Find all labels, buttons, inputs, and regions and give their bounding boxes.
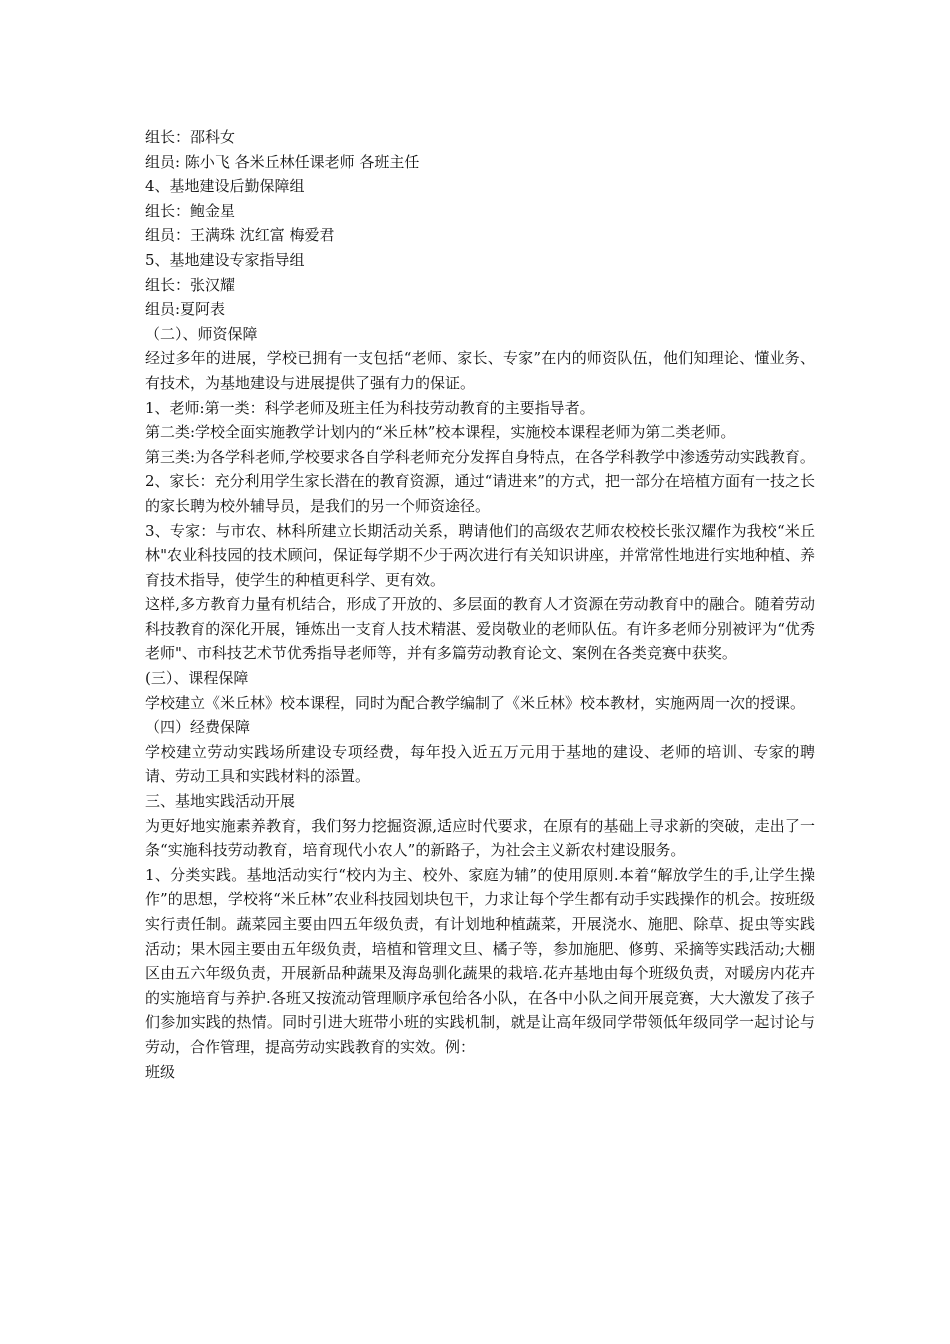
paragraph: 组员: 陈小飞 各米丘林任课老师 各班主任 <box>145 152 420 171</box>
paragraph: 组长：鲍金星 <box>145 201 236 220</box>
paragraph: 1、分类实践。基地活动实行“校内为主、校外、家庭为辅”的使用原则.本着“解放学生的手,让学生操作”的思想，学校将“米丘林”农业科技园划块包干，力求让每个学生都有动手实践操作的机会。按班级实行责任制。蔬菜园主要由四五年级负责，有计划地种植蔬菜，开展浇水、施肥、除草、捉虫等实践活动；果木园主要由五年级负责，培植和管理文旦、橘子等，参加施肥、修剪、采摘等实践活动;大棚区由五六年级负责，开展新品种蔬果及海岛驯化蔬果的栽培.花卉基地由每个班级负责，对暖房内花卉的实施培育与养护.各班又按流动管理顺序承包给各小队，在各中小队之间开展竞赛，大大激发了孩子们参加实践的热情。同时引进大班带小班的实践机制，就是让高年级同学带领低年级同学一起讨论与劳动，合作管理，提高劳动实践教育的实效。例： <box>145 865 815 1056</box>
paragraph: 为更好地实施素养教育，我们努力挖掘资源,适应时代要求，在原有的基础上寻求新的突破，走出了一条“实施科技劳动教育，培育现代小农人”的新路子，为社会主义新农村建设服务。 <box>145 816 815 860</box>
paragraph: 组长：邵科女 <box>145 128 236 146</box>
section-heading: 4、基地建设后勤保障组 <box>145 177 305 196</box>
paragraph: 学校建立劳动实践场所建设专项经费，每年投入近五万元用于基地的建设、老师的培训、专家的聘请、劳动工具和实践材料的添置。 <box>145 742 815 786</box>
paragraph: 第三类:为各学科老师,学校要求各自学科老师充分发挥自身特点，在各学科教学中渗透劳动实践教育。 <box>145 447 815 466</box>
section-heading: （四）经费保障 <box>145 718 251 737</box>
paragraph: 学校建立《米丘林》校本课程，同时为配合教学编制了《米丘林》校本教材，实施两周一次的授课。 <box>145 693 806 712</box>
paragraph: 这样,多方教育力量有机结合，形成了开放的、多层面的教育人才资源在劳动教育中的融合。随着劳动科技教育的深化开展，锤炼出一支育人技术精湛、爱岗敬业的老师队伍。有许多老师分别被评为“优秀老师"、市科技艺术节优秀指导老师等，并有多篇劳动教育论文、案例在各类竞赛中获奖。 <box>145 595 815 663</box>
paragraph: 经过多年的进展，学校已拥有一支包括“老师、家长、专家”在内的师资队伍，他们知理论、懂业务、有技术，为基地建设与进展提供了强有力的保证。 <box>145 349 815 392</box>
paragraph: 组员:夏阿表 <box>145 300 226 319</box>
section-heading: 5、基地建设专家指导组 <box>145 250 305 269</box>
section-heading: (三）、课程保障 <box>145 669 249 688</box>
paragraph: 3、专家：与市农、林科所建立长期活动关系，聘请他们的高级农艺师农校校长张汉耀作为我校“米丘林"农业科技园的技术顾问，保证每学期不少于两次进行有关知识讲座，并常常性地进行实地种植、养育技术指导，使学生的种植更科学、更有效。 <box>145 521 815 589</box>
document-body <box>145 125 815 1084</box>
paragraph: 组长：张汉耀 <box>145 275 236 294</box>
section-heading: 三、基地实践活动开展 <box>145 792 296 811</box>
section-heading: （二）、师资保障 <box>145 324 258 343</box>
paragraph: 组员：王满珠 沈红富 梅爱君 <box>145 226 335 245</box>
paragraph: 2、家长：充分利用学生家长潜在的教育资源，通过“请进来”的方式，把一部分在培植方面有一技之长的家长聘为校外辅导员，是我们的另一个师资途径。 <box>145 472 815 515</box>
paragraph: 班级 <box>145 1062 176 1081</box>
paragraph: 第二类:学校全面实施教学计划内的“米丘林”校本课程，实施校本课程老师为第二类老师。 <box>145 423 736 442</box>
paragraph: 1、老师:第一类：科学老师及班主任为科技劳动教育的主要指导者。 <box>145 398 595 417</box>
